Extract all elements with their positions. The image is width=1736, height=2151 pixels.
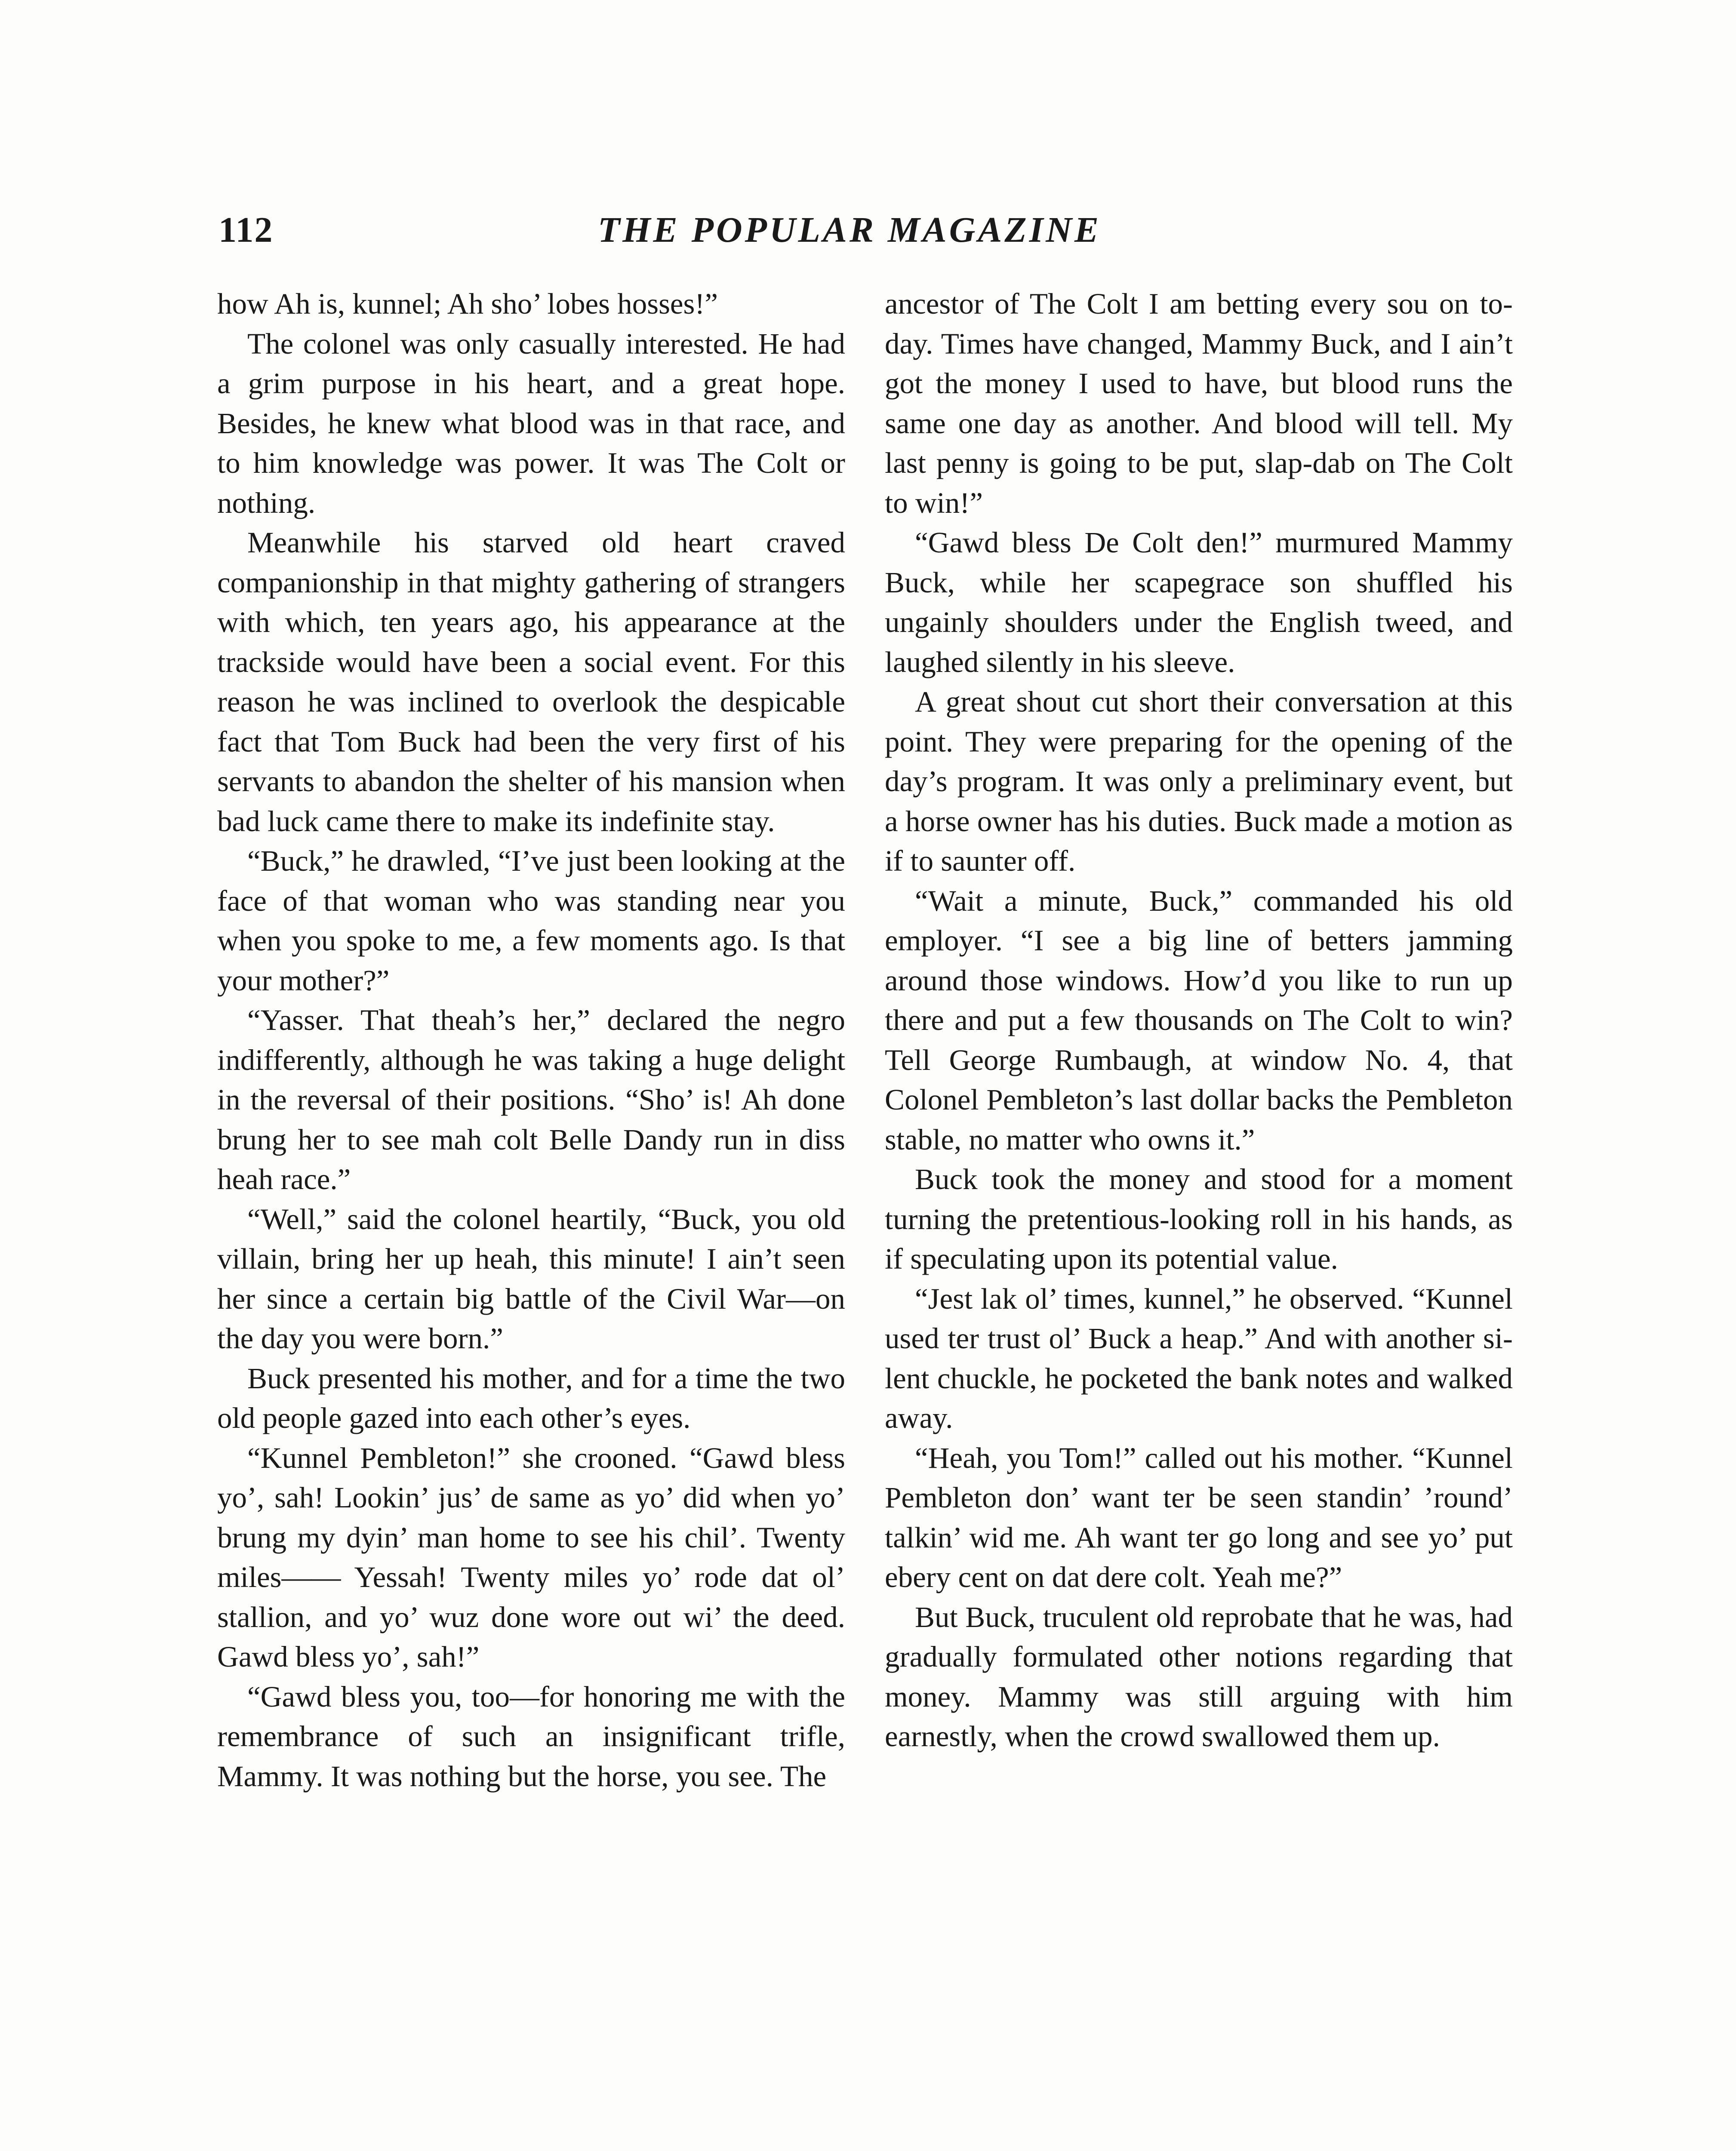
paragraph: “Well,” said the colonel heartily, “Buck, you old villain, bring her up heah, this minute! I ain’t seen her since a certain big battle of the Civil War—on the day you were born.”: [217, 1202, 845, 1355]
page-number: 112: [219, 210, 274, 250]
paragraph: Meanwhile his starved old heart craved companionship in that mighty gathering of strangers with which, ten years ago, his appearance at the trackside would have been a social event. For this reason he was inclined to overlook the despicable fact that Tom Buck had been the very first of his servants to abandon the shelter of his mansion when bad luck came there to make its indefinite stay.: [217, 526, 845, 838]
paragraph: “Heah, you Tom!” called out his mother. “Kunnel Pembleton don’ want ter be seen standin’ ’round’ talkin’ wid me. Ah want ter go long and see yo’ put ebery cent on dat dere colt. Yeah me?”: [885, 1441, 1513, 1593]
left-column: [217, 284, 845, 1796]
paragraph: “Kunnel Pembleton!” she crooned. “Gawd bless yo’, sah! Lookin’ jus’ de same as yo’ did when yo’ brung my dyin’ man home to see his chil’. Twenty miles—— Yessah! Twenty miles yo’ rode dat ol’ stallion, and yo’ wuz done wore out wi’ the deed. Gawd bless yo’, sah!”: [217, 1441, 845, 1673]
paragraph: “Yasser. That theah’s her,” declared the negro indifferently, although he was taking a huge delight in the reversal of their positions. “Sho’ is! Ah done brung her to see mah colt Belle Dandy run in diss heah race.”: [217, 1004, 845, 1196]
paragraph: ancestor of The Colt I am betting every sou on to-day. Times have changed, Mammy Buck, and I ain’t got the money I used to have, but blood runs the same one day as another. And blood will tell. My last penny is going to be put, slap-dab on The Colt to win!”: [885, 287, 1513, 519]
paragraph: “Wait a minute, Buck,” commanded his old employer. “I see a big line of betters jamming around those windows. How’d you like to run up there and put a few thousands on The Colt to win? Tell George Rumbaugh, at window No. 4, that Colonel Pembleton’s last dollar backs the Pembleton stable, no matter who owns it.”: [885, 884, 1513, 1156]
paragraph: “Gawd bless you, too—for honoring me with the remembrance of such an insignificant trifle, Mammy. It was nothing but the horse, you see. The: [217, 1680, 845, 1793]
paragraph: A great shout cut short their conversation at this point. They were preparing for the opening of the day’s program. It was only a preliminary event, but a horse owner has his duties. Buck made a motion as if to saunter off.: [885, 685, 1513, 877]
paragraph: “Gawd bless De Colt den!” murmured Mammy Buck, while her scapegrace son shuffled his ungainly shoulders under the English tweed, and laughed silently in his sleeve.: [885, 526, 1513, 678]
paragraph: But Buck, truculent old reprobate that he was, had gradually formulated other notions regarding that money. Mammy was still arguing with him earnestly, when the crowd swallowed them up.: [885, 1600, 1513, 1753]
paragraph: how Ah is, kunnel; Ah sho’ lobes hosses!”: [217, 287, 718, 320]
paragraph: Buck presented his mother, and for a time the two old people gazed into each other’s eyes.: [217, 1362, 845, 1434]
right-column: [885, 284, 1513, 1757]
paragraph: The colonel was only casually interested. He had a grim purpose in his heart, and a great hope. Besides, he knew what blood was in that race, and to him knowledge was power. It was The Colt or nothing.: [217, 327, 845, 519]
paragraph: Buck took the money and stood for a moment turning the pretentious-looking roll in his hands, as if speculating upon its potential value.: [885, 1163, 1513, 1275]
paragraph: “Buck,” he drawled, “I’ve just been looking at the face of that woman who was standing near you when you spoke to me, a few moments ago. Is that your mother?”: [217, 844, 845, 997]
paragraph: “Jest lak ol’ times, kunnel,” he observed. “Kunnel used ter trust ol’ Buck a heap.” And with another silent chuckle, he pocketed the bank notes and walked away.: [885, 1282, 1513, 1434]
running-head: THE POPULAR MAGAZINE: [598, 210, 1102, 250]
